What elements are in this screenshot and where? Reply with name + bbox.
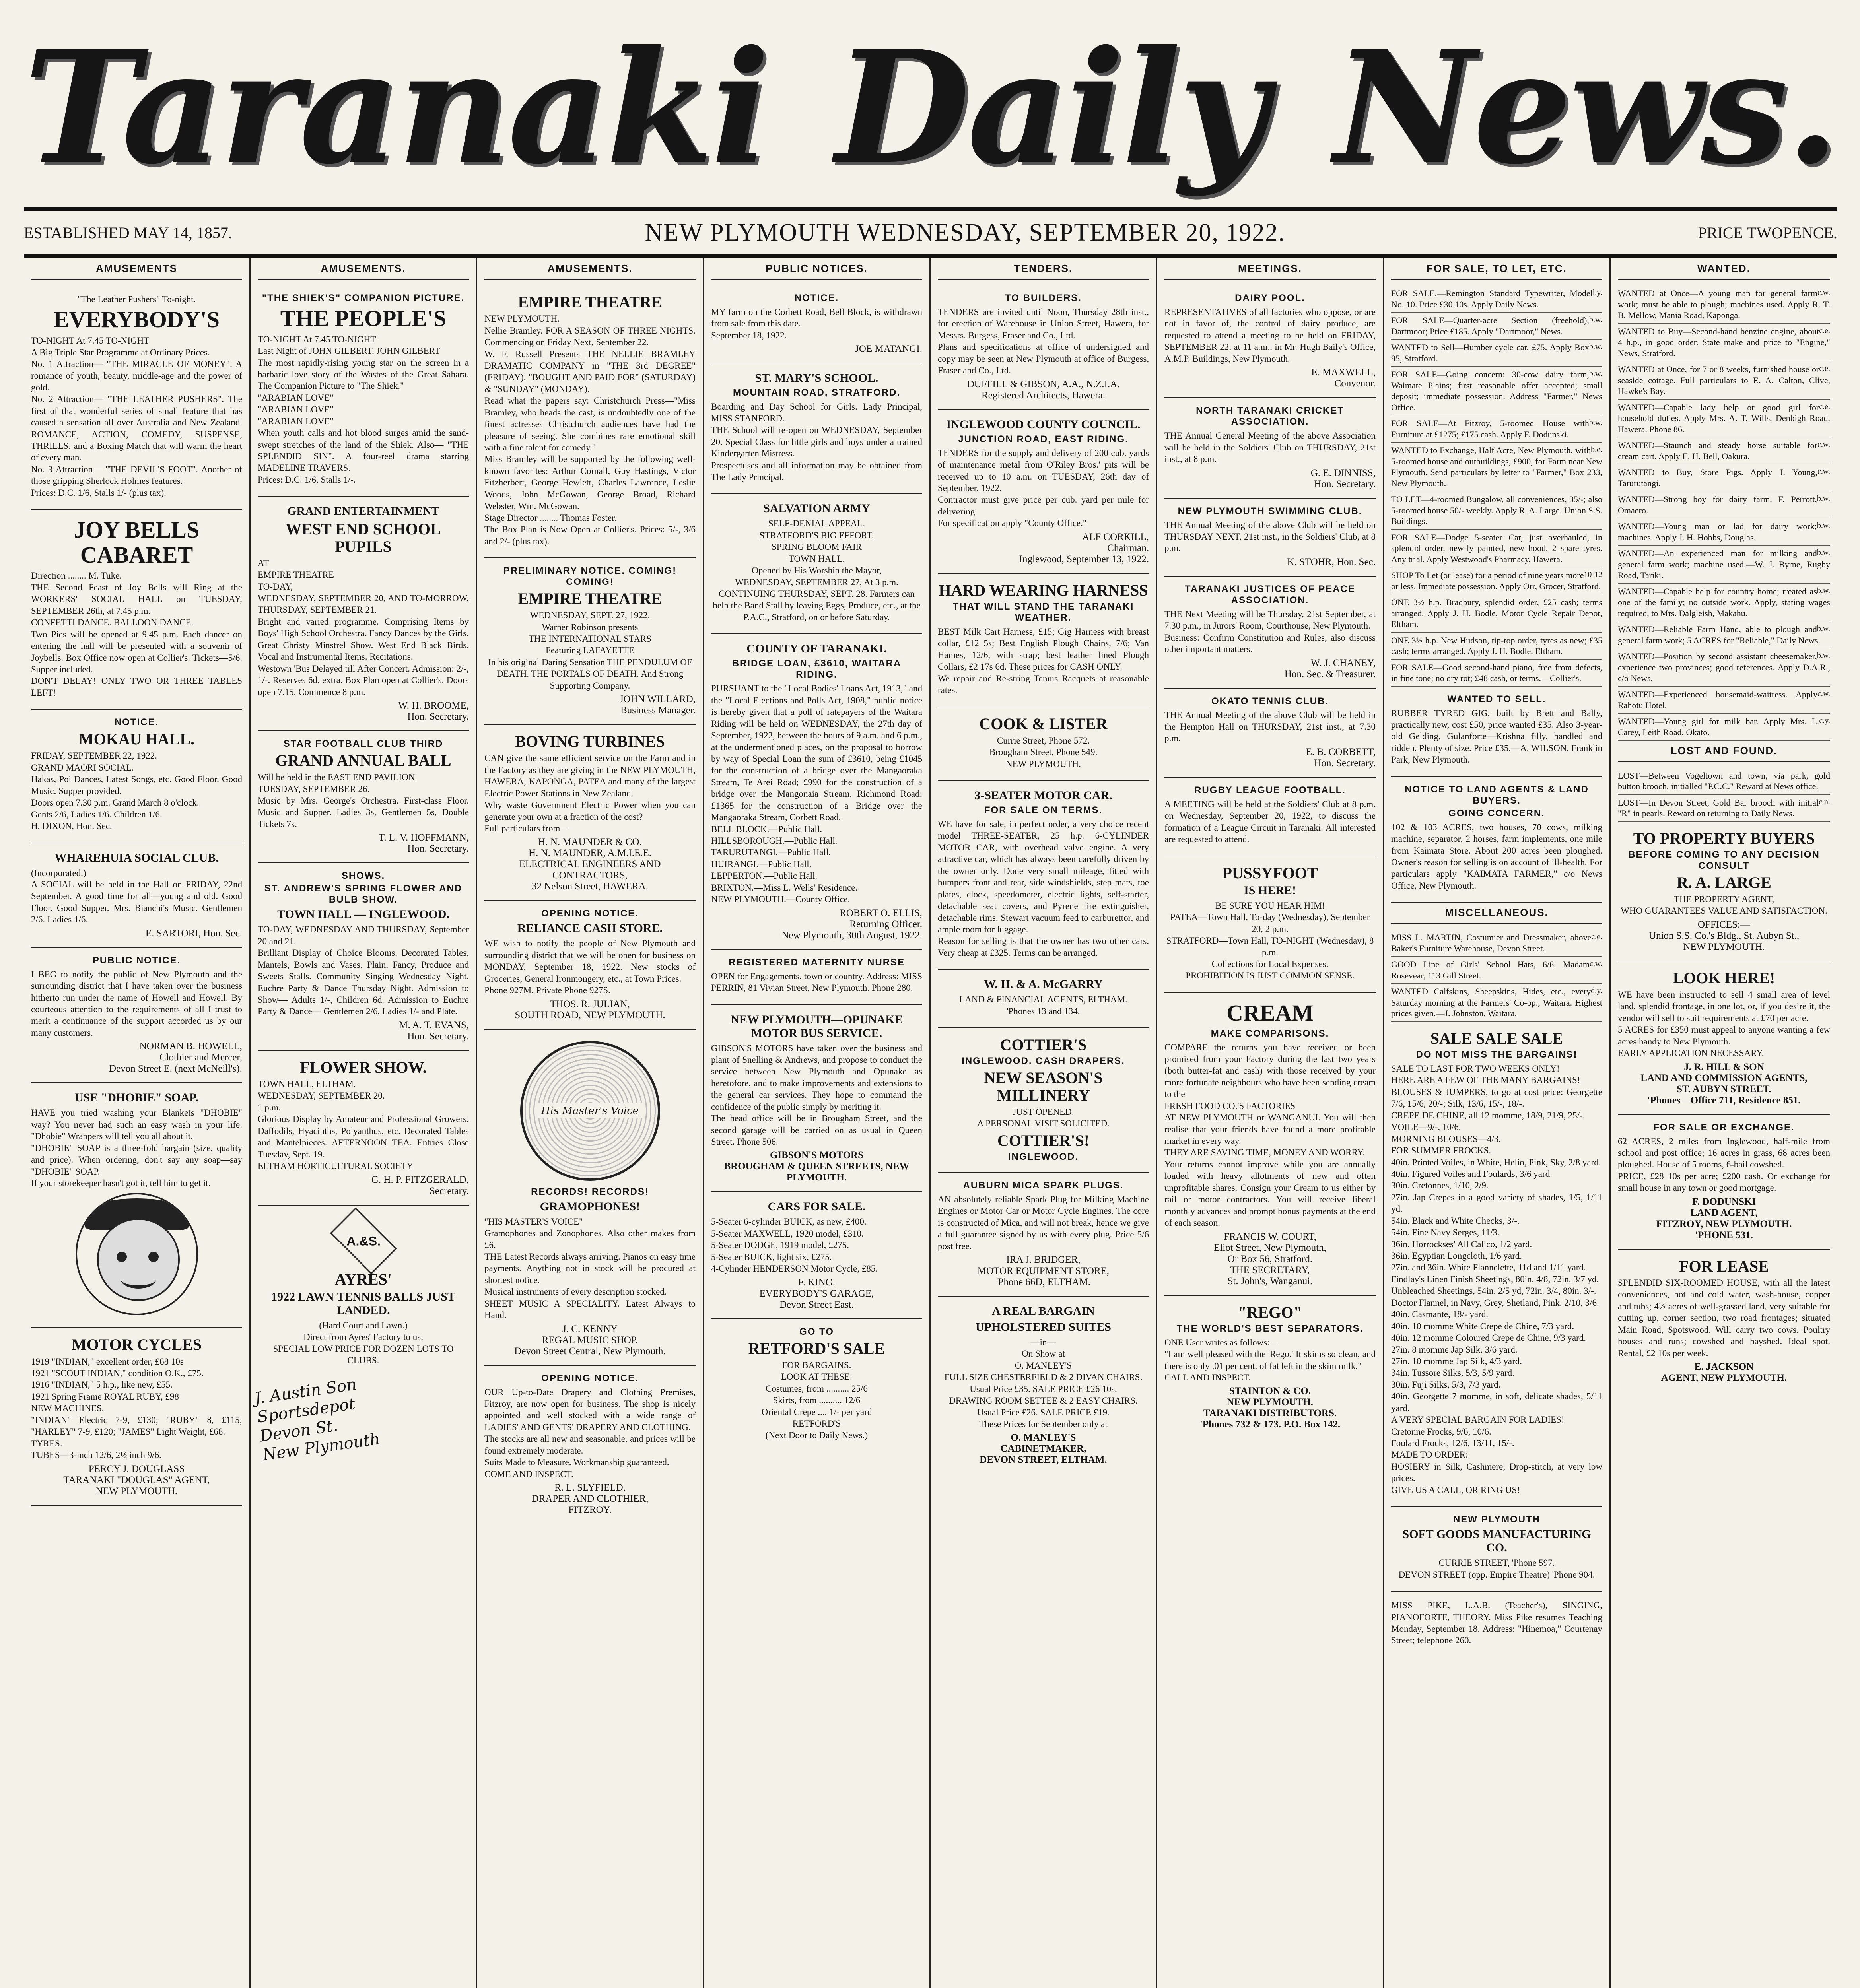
ad-title: RUGBY LEAGUE FOOTBALL. [1194, 784, 1346, 796]
ad-sale-sale-sale [1391, 1022, 1602, 1507]
column-amusements-3 [477, 258, 704, 1988]
ad-st-marys-school [711, 363, 922, 494]
ad-salvation-army [711, 494, 922, 634]
ad-title: TARANAKI JUSTICES OF PEACE ASSOCIATION. [1185, 583, 1355, 606]
ad-title-millinery: NEW SEASON'S MILLINERY [984, 1069, 1103, 1104]
ad-title: CARS FOR SALE. [768, 1200, 866, 1213]
ad-body: A MEETING will be held at the Soldiers' Club at 8 p.m. on Wednesday, September 20, 1922, to discuss the formation of a League Circuit in Taranaki. All interested are requested to attend. [1164, 799, 1376, 845]
list-item: b.w. WANTED—Capable help for country home; treated as one of the family; no outside work. Apply, stating wages required, to Mrs. Dalgleish, Makahu. [1618, 584, 1830, 622]
ad-body: BEST Milk Cart Harness, £15; Gig Harness with breast collar, £12 5s; Best English Plough Chains, 7/6; Van Hames, 12/6, with strap; best leather lined Plough Collars, £2 17s 6d. These prices for CASH ONLY. We repair and Re-string Tennis Racquets at reasonable rates. [938, 626, 1149, 695]
classified-list-wanted [1618, 285, 1830, 741]
issue-date: NEW PLYMOUTH WEDNESDAY, SEPTEMBER 20, 1922. [645, 219, 1285, 246]
column-amusements-1 [24, 258, 251, 1988]
ad-title: EVERYBODY'S [54, 307, 220, 333]
ad-signature: DUFFILL & GIBSON, A.A., N.Z.I.A. Registered Architects, Hawera. [967, 379, 1120, 401]
eye-icon [148, 1252, 159, 1262]
ad-subtitle: THE WORLD'S BEST SEPARATORS. [1176, 1323, 1364, 1334]
ad-signature: E. B. CORBETT, Hon. Secretary. [1306, 746, 1376, 769]
ad-empire-international-stars [484, 558, 696, 725]
ad-body: SELF-DENIAL APPEAL. STRATFORD'S BIG EFFORT. SPRING BLOOM FAIR TOWN HALL. Opened by His Worship the Mayor, WEDNESDAY, SEPTEMBER 27, At 3 p.m. CONTINUING THURSDAY, SEPT. 28. Farmers can help the Band Stall by leaving Eggs, Produce, etc., at the P.A.C., Stratford, on or before Saturday. [713, 518, 921, 622]
ad-title: EMPIRE THEATRE [518, 293, 662, 311]
classified-list-lost-found [1618, 768, 1830, 822]
handwritten-signature: J. Austin Son Sportsdepot Devon St. New Plymouth [253, 1375, 381, 1465]
ad-subtitle: DO NOT MISS THE BARGAINS! [1416, 1049, 1578, 1060]
ad-title: TOWN HALL — INGLEWOOD. [277, 908, 449, 921]
ad-cars-for-sale [711, 1192, 922, 1319]
ad-body: TOWN HALL, ELTHAM. WEDNESDAY, SEPTEMBER 20. 1 p.m. Glorious Display by Amateur and Professional Growers. Daffodils, Hyacinths, Polyanthus, etc. Decorated Tables and Mantelpieces. AFTERNOON TEA. Entries Close Tuesday, Sept. 19. ELTHAM HORTICULTURAL SOCIETY [258, 1079, 469, 1171]
ad-mokau-hall [31, 710, 242, 843]
ad-title: INGLEWOOD COUNTY COUNCIL. [946, 417, 1141, 431]
ad-title: W. H. & A. McGARRY [984, 978, 1103, 991]
ad-sale-or-exchange [1618, 1115, 1830, 1250]
ad-signature: W. H. BROOME, Hon. Secretary. [398, 700, 469, 722]
ad-body: 62 ACRES, 2 miles from Inglewood, half-mile from school and post office; 16 acres in grass, 68 acres been ploughed. House of 5 rooms, 6-bail cowshed. PRICE, £28 10s per acre; £200 cash. Or exchange for small house in any town or good mortgage. [1618, 1136, 1830, 1193]
ad-body: THE Annual Meeting of the above Club will be held on THURSDAY NEXT, 21st inst., in the Soldiers' Club, at 8 p.m. [1164, 520, 1376, 553]
classified-list-miscellaneous [1391, 930, 1602, 1022]
ad-body: COMPARE the returns you have received or been promised from your Factory during the last two years (both butter-fat and cash) with those received by your more fortunate neighbours who have been sending cream to the FRESH FOOD CO.'S FACTORIES AT NEW PLYMOUTH or WANGANUI. You will then realise that your friends have found a more profitable market in every way. THEY ARE SAVING TIME, MONEY AND WORRY. Your returns cannot improve while you are annually loaded with heavy allotments of new and often unprofitable shares. Consign your Cream to us either by rail or motor contractors. You will receive liberal monthly advances and prompt bonus payments at the end of each season. [1164, 1042, 1376, 1228]
list-item: b.e. WANTED to Exchange, Half Acre, New Plymouth, with 5-roomed house and outbuildings, £900, for Farm near New Plymouth. Send particulars by letter to "Farmer," Box 233, New Plymouth. [1391, 443, 1602, 491]
ad-subtitle: JUNCTION ROAD, EAST RIDING. [958, 433, 1129, 445]
ad-body: Direction ........ M. Tuke. THE Second Feast of Joy Bells will Ring at the WORKERS' SOCIAL HALL on TUESDAY, SEPTEMBER 26th, at 7.45 p.m. CONFETTI DANCE. BALLOON DANCE. Two Pies will be opened at 9.45 p.m. Each dancer on entering the hall will be presented with a souvenir of Joybells. Box Office now open at Collier's. Tickets—5/6. Supper included. DON'T DELAY! ONLY TWO OR THREE TABLES LEFT! [31, 571, 242, 698]
ad-title: NEW PLYMOUTH—OPUNAKE MOTOR BUS SERVICE. [731, 1013, 903, 1040]
ad-title: RELIANCE CASH STORE. [517, 922, 663, 935]
ad-body: WE have been instructed to sell 4 small area of level land, splendid frontage, in one lot, or, if you desire it, the vendor will sell to suit requirements at £70 per acre. 5 ACRES for £350 must appeal to anyone wanting a few acres handy to New Plymouth. EARLY APPLICATION NECESSARY. [1618, 989, 1830, 1058]
ad-inglewood-council [938, 410, 1149, 574]
ad-body: AT EMPIRE THEATRE TO-DAY, WEDNESDAY, SEPTEMBER 20, AND TO-MORROW, THURSDAY, SEPTEMBER 21. Bright and varied programme. Comprising Items by Boys' High School Orchestra. Fancy Dances by the Girls. Great Christy Minstrel Show. West End Black Birds. Vocal and Instrumental Items. Recitations. Westown 'Bus Delayed till After Concert. Admission: 2/-, 1/-. Reserves 6d. extra. Box Plan open at Collier's. Doors open 7.15. Commence 8 p.m. [258, 558, 469, 697]
ad-title: GRAND ENTERTAINMENT [287, 505, 439, 518]
list-item: b.w. WANTED—An experienced man for milking and general farm work; machine used.—W. J. Byrne, Rugby Road, Tariki. [1618, 546, 1830, 584]
ad-subtitle: IS HERE! [1244, 883, 1296, 897]
ad-cream-fresh-food [1164, 993, 1376, 1296]
list-item: b.w. FOR SALE—Going concern: 30-cow dairy farm, Waimate Plains; first reasonable offer accepted; small deposit; immediate possession. Address "Farmer," News Office. [1391, 367, 1602, 415]
ad-title: MOKAU HALL. [78, 730, 195, 748]
ad-body: THE Annual Meeting of the above Club will be held in the Hempton Hall on THURSDAY, 21st inst., at 7.30 p.m. [1164, 710, 1376, 744]
ad-body: RUBBER TYRED GIG, built by Brett and Bally, practically new, cost £50, price wanted £35. Also 3-year-old Gelding, Gulanforte—Krishna filly, handled and ridden. Plenty of size. Price £35.—A. WILSON, Franklin Park, New Plymouth. [1391, 708, 1602, 765]
ad-body: MISS PIKE, L.A.B. (Teacher's), SINGING, PIANOFORTE, THEORY. Miss Pike resumes Teaching Monday, September 18. Address: "Hinemoa," Courtenay Street; telephone 260. [1391, 1600, 1602, 1646]
ad-body: PURSUANT to the "Local Bodies' Loans Act, 1913," and the "Local Elections and Polls Act, 1908," public notice is hereby given that a poll of ratepayers of the Waitara Riding will be held on WEDNESDAY, the 27th day of September, 1922, between the hours of 9 a.m. and 6 p.m., at the undermentioned places, on the proposal to borrow by way of Special Loan the sum of £3610, being £1045 for the construction of a bridge over the Mangaoraka Stream, Te Arei Road; £990 for the construction of a bridge over the Mangonaia Stream, Richmond Road; £1365 for the construction of a Bridge over the Mangaoraka Stream, Corbett Road. BELL BLOCK.—Public Hall. HILLSBOROUGH.—Public Hall. TARURUTANGI.—Public Hall. HUIRANGI.—Public Hall. LEPPERTON.—Public Hall. BRIXTON.—Miss L. Wells' Residence. NEW PLYMOUTH.—County Office. [711, 683, 923, 905]
column-heading: TENDERS. [938, 258, 1149, 280]
ad-top-line: RECORDS! RECORDS! [531, 1186, 649, 1197]
list-item: c.e. WANTED at Once, for 7 or 8 weeks, furnished house or seaside cottage. Full particulars to E. A. Calton, Clive, Hawke's Bay. [1618, 361, 1830, 400]
ad-signature: THOS. R. JULIAN, SOUTH ROAD, NEW PLYMOUTH. [515, 998, 665, 1021]
ad-okato-tennis [1164, 689, 1376, 778]
ad-motor-cycles [31, 1328, 242, 1505]
ad-signature: E. SARTORI, Hon. Sec. [145, 928, 242, 939]
column-heading: PUBLIC NOTICES. [711, 258, 922, 280]
ad-agent-name: R. A. LARGE [1677, 873, 1771, 891]
ad-title: LOOK HERE! [1673, 969, 1775, 987]
ad-body: ONE User writes as follows:— "I am well pleased with the 'Rego.' It skims so clean, and there is only .01 per cent. of fat left in the skim milk." CALL AND INSPECT. [1164, 1337, 1376, 1382]
ad-body: THE Next Meeting will be Thursday, 21st September, at 7.30 p.m., in Jurors' Room, Courthouse, New Plymouth. Business: Confirm Constitution and Rules, also discuss other important matters. [1164, 609, 1376, 654]
column-for-sale [1384, 258, 1611, 1988]
ad-title: RETFORD'S SALE [748, 1339, 885, 1357]
list-item: FOR SALE—Dodge 5-seater Car, just overhauled, in splendid order, new-ly painted, new hood, 2 spare tyres. Any trial. Apply Westwood's Pharmacy, Hawera. [1391, 530, 1602, 568]
masthead-word-2: Daily [835, 16, 1267, 198]
ad-kenny-gramophones [484, 1030, 696, 1366]
ad-top-line: GO TO [799, 1326, 834, 1337]
ad-title: FOR LEASE [1679, 1257, 1769, 1275]
ad-ayres-tennis-balls [253, 1206, 469, 1467]
ad-subtitle: UPHOLSTERED SUITES [976, 1320, 1111, 1334]
ad-body: TO-NIGHT At 7.45 TO-NIGHT Last Night of JOHN GILBERT, JOHN GILBERT The most rapidly-rising young star on the screen in a barbaric love story of the Wastes of the Great Sahara. The Companion Picture to "The Shiek." "ARABIAN LOVE" "ARABIAN LOVE" "ARABIAN LOVE" When youth calls and hot blood surges amid the sand-swept stretches of the land of the Shiek. Also— "THE SPLENDID SIN". A four-reel drama starring MADELINE TRAVERS. Prices: D.C. 1/6, Stalls 1/-. [258, 334, 469, 485]
ad-signature: JOE MATANGI. [855, 344, 922, 355]
list-item: TO LET—4-roomed Bungalow, all conveniences, 35/-; also 5-roomed house 50/- weekly. Apply R. A. Large, Union S.S. Buildings. [1391, 491, 1602, 530]
ad-body: SALE TO LAST FOR TWO WEEKS ONLY! HERE ARE A FEW OF THE MANY BARGAINS! BLOUSES & JUMPERS, to go at cost price: Georgette 7/6, 15/6, 20/-; Silk, 13/6, 15/-, 18/-. CREPE DE CHINE, all 12 momme, 18/9, 21/9, 25/-. VOILE—9/-, 10/6. MORNING BLOUSES—4/3. FOR SUMMER FROCKS. 40in. Printed Voiles, in White, Helio, Pink, Sky, 2/8 yard. 40in. Figured Voiles and Foulards, 3/6 yard. 30in. Cretonnes, 1/10, 2/9. 27in. Jap Crepes in a good variety of shades, 1/5, 1/11 yd. 54in. Black and White Checks, 3/-. 54in. Fine Navy Serges, 11/3. 36in. Horrockses' All Calico, 1/2 yard. 36in. Egyptian Longcloth, 1/6 yard. 27in. and 36in. White Flannelette, 11d and 1/11 yard. Findlay's Linen Finish Sheetings, 80in. 4/8, 72in. 3/7 yd. Unbleached Sheetings, 54in. 2/5 yd, 72in. 3/4, 80in. 3/-. Doctor Flannel, in Navy, Grey, Shetland, Pink, 2/10, 3/6. 40in. Casmante, 18/- yard. 40in. 10 momme White Crepe de Chine, 7/3 yard. 40in. 12 momme Coloured Crepe de Chine, 9/3 yard. 27in. 8 momme Jap Silk, 3/6 yard. 27in. 10 momme Jap Silk, 4/3 yard. 34in. Tussore Silks, 5/3, 5/9 yard. 30in. Fuji Silks, 5/3, 7/3 yard. 40in. Georgette 7 momme, in soft, delicate shades, 5/11 yard. A VERY SPECIAL BARGAIN FOR LADIES! Cretonne Frocks, 9/6, 10/6. Foulard Frocks, 12/6, 13/11, 15/-. MADE TO ORDER: HOSIERY in Silk, Cashmere, Drop-stitch, at very low prices. GIVE US A CALL, OR RING US! [1391, 1064, 1602, 1495]
ad-signature: G. E. DINNISS, Hon. Secretary. [1310, 467, 1376, 489]
ad-signature: R. L. SLYFIELD, DRAPER AND CLOTHIER, FITZROY. [531, 1482, 649, 1516]
ad-title: BOVING TURBINES [515, 732, 665, 751]
column-wanted [1611, 258, 1837, 1988]
ad-signature: OFFICES:— Union S.S. Co.'s Bldg., St. Aubyn St., NEW PLYMOUTH. [1648, 919, 1800, 952]
ad-subtitle: MOUNTAIN ROAD, STRATFORD. [733, 387, 901, 398]
ad-body: FRIDAY, SEPTEMBER 22, 1922. GRAND MAORI SOCIAL. Hakas, Poi Dances, Latest Songs, etc. Good Floor. Good Music. Supper provided. Doors open 7.30 p.m. Grand March 8 o'clock. Gents 2/6, Ladies 1/6. Children 1/6. H. DIXON, Hon. Sec. [31, 751, 242, 831]
established-date: ESTABLISHED MAY 14, 1857. [24, 223, 232, 242]
ad-title: HARD WEARING HARNESS [939, 581, 1148, 599]
ad-subtitle: BRIDGE LOAN, £3610, WAITARA RIDING. [732, 658, 902, 680]
list-item: b.w. WANTED—Young man or lad for dairy work; machines. Apply J. H. Hobbs, Douglas. [1618, 518, 1830, 546]
column-heading: AMUSEMENTS. [484, 258, 696, 280]
list-item: b.w. FOR SALE—At Fitzroy, 5-roomed House with Furniture at £1275; £175 cash. Apply F. Dodunski. [1391, 415, 1602, 443]
list-item: b.w. WANTED to Sell—Humber cycle car. £75. Apply Box 95, Stratford. [1391, 340, 1602, 367]
ad-manley-suites [938, 1297, 1149, 1474]
list-item: c.e. MISS L. MARTIN, Costumier and Dressmaker, above Baker's Furniture Warehouse, Devon Street. [1391, 930, 1602, 957]
ad-subtitle: INGLEWOOD. [1008, 1151, 1079, 1162]
ad-opunake-bus [711, 1005, 922, 1192]
ad-heading: OPENING NOTICE. [541, 908, 639, 919]
list-item: d.y. WANTED Calfskins, Sheepskins, Hides, etc., every Saturday morning at the Farmers' Co-op., Waitara. Highest prices given.—J. Johnston, Waitara. [1391, 984, 1602, 1022]
ad-heading: NOTICE. [114, 717, 159, 728]
section-heading-lost-found: LOST AND FOUND. [1618, 741, 1830, 762]
ad-signature: G. H. P. FITZGERALD, Secretary. [371, 1174, 469, 1196]
ad-title: "REGO" [1238, 1303, 1302, 1321]
section-heading-miscellaneous: MISCELLANEOUS. [1391, 903, 1602, 924]
ad-body: HAVE you tried washing your Blankets "DHOBIE" way? You never had such an easy wash in your life. "Dhobie" Wrappers will tell you all about it. "DHOBIE" SOAP is a three-fold bargain (size, quality and price). When ordering, don't say any soap—say "DHOBIE" SOAP. If your storekeeper hasn't got it, tell him to get it. [31, 1108, 242, 1188]
ad-body: BE SURE YOU HEAR HIM! PATEA—Town Hall, To-day (Wednesday), September 20, 2 p.m. STRATFORD—Town Hall, TO-NIGHT (Wednesday), 8 p.m. Collections for Local Expenses. PROHIBITION IS JUST COMMON SENSE. [1166, 900, 1374, 981]
ad-title: WANTED TO SELL. [1447, 693, 1546, 705]
ad-top-line: ST. ANDREW'S SPRING FLOWER AND BULB SHOW. [264, 883, 463, 905]
ad-subtitle: MAKE COMPARISONS. [1211, 1028, 1329, 1039]
column-tenders [931, 258, 1157, 1988]
ad-body: CAN give the same efficient service on the Farm and in the Factory as they are giving in the NEW PLYMOUTH, HAWERA, KAPONGA, PATEA and many of the largest Electric Power Stations in New Zealand. Why waste Government Electric Power when you can generate your own at a fraction of the cost? Full particulars from— [484, 753, 696, 833]
ad-heading: TO BUILDERS. [1005, 293, 1082, 303]
ad-title: COOK & LISTER [979, 714, 1108, 733]
ad-swimming-club [1164, 499, 1376, 577]
ad-maternity-nurse [711, 950, 922, 1005]
list-item: l.y. FOR SALE.—Remington Standard Typewriter, Model No. 10. Price £30 10s. Apply Daily News. [1391, 285, 1602, 313]
ad-body: Currie Street, Phone 572. Brougham Street, Phone 549. NEW PLYMOUTH. [989, 735, 1098, 769]
ad-body: OUR Up-to-Date Drapery and Clothing Premises, Fitzroy, are now open for business. The shop is nicely appointed and well stocked with a wide range of LADIES' AND GENTS' DRAPERY AND CLOTHING. The stocks are all new and seasonable, and prices will be found extremely moderate. Suits Made to Measure. Workmanship guaranteed. COME AND INSPECT. [484, 1387, 696, 1479]
ad-title: NEW PLYMOUTH SWIMMING CLUB. [1178, 505, 1362, 516]
ad-everybodys [31, 285, 242, 510]
ad-title: A REAL BARGAIN [992, 1304, 1095, 1318]
ad-signature: W. J. CHANEY, Hon. Sec. & Treasurer. [1284, 657, 1376, 679]
ad-look-here [1618, 961, 1830, 1115]
ad-miss-pike [1391, 1592, 1602, 1657]
ad-title: COTTIER'S [1000, 1036, 1087, 1054]
ad-top-line: STAR FOOTBALL CLUB THIRD [283, 738, 443, 749]
ad-signature: FRANCIS W. COURT, Eliot Street, New Plymouth, Or Box 56, Stratford. THE SECRETARY, St. John's, Wanganui. [1214, 1231, 1326, 1287]
ad-justices-of-peace [1164, 577, 1376, 689]
ad-title: GRAND ANNUAL BALL [275, 751, 451, 769]
ad-title: TO PROPERTY BUYERS [1633, 829, 1815, 847]
list-item: b.w. FOR SALE—Quarter-acre Section (freehold), Dartmoor; Price £185. Apply "Dartmoor," News. [1391, 313, 1602, 340]
ad-body: (Hard Court and Lawn.) Direct from Ayres' Factory to us. SPECIAL LOW PRICE FOR DOZEN LOTS TO CLUBS. [273, 1320, 454, 1365]
ad-title: REGISTERED MATERNITY NURSE [728, 957, 905, 968]
ad-subtitle: 1922 LAWN TENNIS BALLS JUST LANDED. [271, 1290, 455, 1317]
ad-subtitle: GOING CONCERN. [1448, 808, 1545, 819]
ad-signature: H. N. MAUNDER & CO. H. N. MAUNDER, A.M.I.E.E. ELECTRICAL ENGINEERS AND CONTRACTORS, 32 Nelson Street, HAWERA. [519, 837, 661, 892]
ad-title: WHAREHUIA SOCIAL CLUB. [54, 851, 219, 864]
price: PRICE TWOPENCE. [1698, 223, 1837, 242]
ad-hard-wearing-harness [938, 574, 1149, 707]
ad-signature: T. L. V. HOFFMANN, Hon. Secretary. [378, 832, 469, 854]
ad-signature: F. DODUNSKI LAND AGENT, FITZROY, NEW PLYMOUTH. 'PHONE 531. [1656, 1196, 1792, 1241]
ad-mcgarry [938, 970, 1149, 1028]
ad-title: COUNTY OF TARANAKI. [746, 642, 887, 656]
ad-body: TENDERS are invited until Noon, Thursday 28th inst., for erection of Warehouse in Union Street, Hawera, for Messrs. Burgess, Fraser and Co., Ltd. Plans and specifications at office of undersigned and copy may be seen at New Plymouth at office of Burgess, Fraser and Co., Ltd. [938, 307, 1149, 376]
ad-body: WEDNESDAY, SEPT. 27, 1922. Warner Robinson presents THE INTERNATIONAL STARS Featuring LAFAYETTE In his original Daring Sensation THE PENDULUM OF DEATH. THE PORTALS OF DEATH. And Strong Supporting Company. [488, 610, 692, 691]
ad-title: FLOWER SHOW. [300, 1058, 427, 1076]
ad-signature: E. JACKSON AGENT, NEW PLYMOUTH. [1661, 1361, 1787, 1383]
ad-top-line: PRELIMINARY NOTICE. COMING! COMING! [503, 565, 677, 587]
ad-body: OPEN for Engagements, town or country. Address: MISS PERRIN, 81 Vivian Street, New Plymouth. Phone 280. [711, 971, 922, 993]
list-item: LOST—Between Vogeltown and town, via park, gold button brooch, initialled "P.C.C." Reward at News office. [1618, 768, 1830, 795]
ad-title: THE PEOPLE'S [280, 305, 447, 331]
ad-body: NEW PLYMOUTH. Nellie Bramley. FOR A SEASON OF THREE NIGHTS. Commencing on Friday Next, September 22. W. F. Russell Presents THE NELLIE BRAMLEY DRAMATIC COMPANY in "THE 3rd DEGREE" (FRIDAY). "BOUGHT AND PAID FOR" (SATURDAY) & "SUNDAY" (MONDAY). Read what the papers say: Christchurch Press—"Miss Bramley, who heads the cast, is undoubtedly one of the finest actresses Christchurch audiences have had the pleasure of seeing. She combines rare emotional skill with a fine talent for comedy." Miss Bramley will be supported by the following well-known favorites: Arthur Cornall, Guy Hastings, Victor Fitzherbert, George Hewlett, Charles Lawrence, Leslie Woods, John McGowan, George Broad, Richard Webster, Wm. McGowan. Stage Director ........ Thomas Foster. The Box Plan is Now Open at Collier's. Prices: 5/-, 3/6 and 2/- (plus tax). [484, 314, 696, 546]
ad-title: NOTICE TO LAND AGENTS & LAND BUYERS. [1405, 784, 1589, 806]
ad-heading: SHOWS. [341, 870, 385, 881]
ad-title: AYRES' [334, 1270, 392, 1288]
ad-title-cottiers: COTTIER'S! [997, 1131, 1090, 1149]
ad-3-seater-motor-car [938, 781, 1149, 970]
ad-body: CURRIE STREET, 'Phone 597. DEVON STREET (opp. Empire Theatre) 'Phone 904. [1398, 1558, 1595, 1580]
list-item: 10-12 SHOP To Let (or lease) for a period of nine years more or less. Immediate possession. Apply Orr, Grocer, Stratford. [1391, 567, 1602, 594]
ad-signature: GIBSON'S MOTORS BROUGHAM & QUEEN STREETS, NEW PLYMOUTH. [724, 1150, 910, 1183]
ad-title: GRAMOPHONES! [540, 1200, 640, 1213]
ad-auburn-spark-plugs [938, 1173, 1149, 1297]
ad-heading: PUBLIC NOTICE. [92, 955, 181, 966]
column-heading: AMUSEMENTS [31, 258, 242, 280]
ad-body: THE Annual General Meeting of the above Association will be held in the Soldiers' Club on THURSDAY, 21st inst., at 8 p.m. [1164, 431, 1376, 464]
ad-reliance-cash-store [484, 901, 696, 1029]
ad-title: SOFT GOODS MANUFACTURING CO. [1402, 1528, 1591, 1555]
ad-signature: IRA J. BRIDGER, MOTOR EQUIPMENT STORE, 'Phone 66D, ELTHAM. [977, 1254, 1110, 1287]
dhobie-man-illustration [76, 1193, 198, 1315]
ad-body: WE have for sale, in perfect order, a very choice recent model THREE-SEATER, 25 h.p. 6-CYLINDER MOTOR CAR, with overhead valve engine. A very attractive car, which has always been carefully driven by the owner only. Done very small mileage, fitted with bumpers front and rear, side windshields, step mats, toe plates, clock, speedometer, electric lights, self-starter, detachable seat covers, and Pyrene fire extinguisher, detachable rims, Stewart vacuum feed to carburettor, and ample room for luggage. Reason for selling is that the owner has two other cars. Very cheap at £325. Terms can be arranged. [938, 819, 1149, 958]
ad-title: PUSSYFOOT [1222, 864, 1318, 882]
ad-notice-land-agents [1391, 777, 1602, 903]
ad-signature: F. KING. EVERYBODY'S GARAGE, Devon Street East. [759, 1277, 874, 1310]
ad-subtitle: WEST END SCHOOL PUPILS [286, 520, 441, 555]
dateline [24, 211, 1837, 258]
ad-subtitle: THAT WILL STAND THE TARANAKI WEATHER. [952, 601, 1134, 623]
ad-to-builders [938, 285, 1149, 410]
ad-title: ST. MARY'S SCHOOL. [755, 371, 878, 385]
ad-dairy-pool [1164, 285, 1376, 398]
ad-body: WE wish to notify the people of New Plymouth and surrounding district that we will be open for business on MONDAY, September 18, 1922. New stocks of Groceries, General Ironmongery, etc., at Town Prices. Phone 927M. Private Phone 927S. [484, 938, 696, 996]
ad-title: DAIRY POOL. [1235, 293, 1305, 303]
ad-slyfield-opening [484, 1366, 696, 1524]
as-logo-icon: A.&S. [330, 1207, 396, 1274]
ad-for-lease [1618, 1250, 1830, 1392]
ad-cricket-association [1164, 398, 1376, 498]
ad-body: JUST OPENED. A PERSONAL VISIT SOLICITED. [977, 1107, 1110, 1129]
ad-rugby-league [1164, 778, 1376, 856]
ad-signature: ALF CORKILL, Chairman. Inglewood, September 13, 1922. [1019, 531, 1149, 565]
list-item: c.n. LOST—In Devon Street, Gold Bar brooch with initial "R" in pearls. Reward on returning to Daily News. [1618, 795, 1830, 822]
ad-boving-turbines [484, 725, 696, 901]
ad-wharehuia [31, 843, 242, 948]
ad-body: MY farm on the Corbett Road, Bell Block, is withdrawn from sale from this date. September 18, 1922. [711, 307, 922, 340]
column-heading: AMUSEMENTS. [258, 258, 469, 280]
ad-wanted-to-sell [1391, 687, 1602, 777]
ad-title: MOTOR CYCLES [71, 1336, 202, 1354]
column-public-notices [704, 258, 931, 1988]
ad-signature: PERCY J. DOUGLASS TARANAKI "DOUGLAS" AGENT, NEW PLYMOUTH. [63, 1463, 210, 1497]
ad-property-buyers [1618, 822, 1830, 961]
ad-body-2: THE PROPERTY AGENT, WHO GUARANTEES VALUE AND SATISFACTION. [1621, 894, 1827, 916]
ad-county-of-taranaki [711, 634, 922, 949]
ad-body: 5-Seater 6-cylinder BUICK, as new, £400. 5-Seater MAXWELL, 1920 model, £310. 5-Seater DODGE, 1919 model, £275. 5-Seater BUICK, light six, £275. 4-Cylinder HENDERSON Motor Cycle, £85. [711, 1217, 878, 1274]
list-item: c.e. WANTED to Buy—Second-hand benzine engine, about 4 h.p., in good order. State make and price to "Engine," News, Stratford. [1618, 324, 1830, 362]
ad-cottiers-millinery [938, 1028, 1149, 1173]
ad-signature: NORMAN B. HOWELL, Clothier and Mercer, Devon Street E. (next McNeill's). [109, 1041, 242, 1074]
smile-icon [121, 1270, 156, 1289]
list-item: c.e. WANTED—Capable lady help or good girl for household duties. Apply Mrs. A. T. Wills, Denbigh Road, Hawera. Phone 86. [1618, 400, 1830, 438]
ad-title: NORTH TARANAKI CRICKET ASSOCIATION. [1196, 405, 1344, 427]
list-item: c.w. WANTED—Staunch and steady horse suitable for cream cart. Apply E. H. Bell, Oakura. [1618, 437, 1830, 464]
column-heading: MEETINGS. [1164, 258, 1376, 280]
list-item: b.w. WANTED—Reliable Farm Hand, able to plough and general farm work; 5 ACRES for "Reliable," Daily News. [1618, 621, 1830, 648]
masthead-word-1: Taranaki [24, 16, 768, 198]
ad-heading: NOTICE. [794, 293, 839, 303]
list-item: c.y. WANTED—Young girl for milk bar. Apply Mrs. L. Carey, Leith Road, Okato. [1618, 714, 1830, 741]
ad-body: I BEG to notify the public of New Plymouth and the surrounding district that I have taken over the business hitherto run under the name of Howell and Howell. By courteous attention to the requirements of all I trust to merit a continuance of the support accorded us by our many customers. [31, 969, 242, 1038]
ad-subtitle: FOR SALE ON TERMS. [984, 805, 1103, 815]
list-item: c.w. WANTED—Experienced housemaid-waitress. Apply Rahotu Hotel. [1618, 687, 1830, 714]
ad-signature: K. STOHR, Hon. Sec. [1287, 556, 1376, 567]
list-item: ONE 3½ h.p. New Hudson, tip-top order, tyres as new; £35 cash; terms arranged. Apply J. H. Bodle, Eltham. [1391, 633, 1602, 660]
list-item: b.w. WANTED—Strong boy for dairy farm. F. Perrott, Omaero. [1618, 491, 1830, 518]
ad-body: FOR BARGAINS. LOOK AT THESE: Costumes, from .......... 25/6 Skirts, from .......... 12/6 Oriental Crepe .... 1/- per yard RETFORD'S (Next Door to Daily News.) [761, 1360, 872, 1441]
ad-title: JOY BELLS CABARET [74, 517, 200, 568]
ad-body: TO-DAY, WEDNESDAY AND THURSDAY, September 20 and 21. Brilliant Display of Choice Blooms, Decorated Tables, Mantels, Bowls and Vases. Plain, Fancy, Produce and Sweets Stalls. Community Singing Wednesday Night. Euchre Party & Dance Thursday Night. Admission to Show— Adults 1/-, Children 6d. Admission to Euchre Party & Dance— Gentlemen 2/6, Ladies 1/- and Plate. [258, 924, 469, 1017]
classified-list-for-sale [1391, 285, 1602, 687]
ad-top-line: NEW PLYMOUTH [1453, 1514, 1541, 1525]
his-masters-voice-logo-icon: His Master's Voice [520, 1041, 660, 1181]
ad-eltham-flower-show [258, 1051, 469, 1206]
ad-retfords-sale [711, 1319, 922, 1452]
column-amusements-2 [251, 258, 477, 1988]
ad-signature: E. MAXWELL, Convenor. [1311, 367, 1376, 389]
ad-title: OKATO TENNIS CLUB. [1211, 695, 1329, 707]
ad-title: 3-SEATER MOTOR CAR. [974, 789, 1112, 802]
ad-dhobie-soap [31, 1083, 242, 1328]
column-meetings [1157, 258, 1384, 1988]
ad-top-line: "THE SHIEK'S" COMPANION PICTURE. [262, 293, 465, 303]
ad-rego-separators [1164, 1296, 1376, 1439]
newspaper-columns [24, 258, 1837, 1988]
ad-body: 102 & 103 ACRES, two houses, 70 cows, milking machine, separator, 2 horses, farm implements, one mile from Kaimata Store. About 200 acres been ploughed. Owner's reason for selling is on account of ill-health. For particulars apply "KAIMATA FARMER," c/o News Office, New Plymouth. [1391, 822, 1602, 891]
ad-body: REPRESENTATIVES of all factories who oppose, or are not in favor of, the control of dairy produce, are requested to attend a meeting to be held on FRIDAY, SEPTEMBER 22, at 11 a.m., in Mr. Hugh Baily's Office, A.M.P. Buildings, New Plymouth. [1164, 307, 1376, 364]
ad-flower-bulb-show [258, 863, 469, 1051]
ad-title: EMPIRE THEATRE [518, 589, 662, 608]
ad-title: AUBURN MICA SPARK PLUGS. [963, 1180, 1124, 1191]
ad-signature: JOHN WILLARD, Business Manager. [619, 694, 696, 716]
ad-public-notice-howell [31, 948, 242, 1083]
ad-body: TO-NIGHT At 7.45 TO-NIGHT A Big Triple Star Programme at Ordinary Prices. No. 1 Attraction— "THE MIRACLE OF MONEY". A romance of youth, beauty, middle-age and the power of gold. No. 2 Attraction— "THE LEATHER PUSHERS". The first of that wonderful series of small feature that has caused a sensation all over Australia and New Zealand. ROMANCE, ACTION, COMEDY, SUSPENSE, THRILLS, and a Boxing Match that will warm the heart of every man. No. 3 Attraction— "THE DEVIL'S FOOT". Another of those gripping Sherlock Holmes features. Prices: D.C. 1/6, Stalls 1/- (plus tax). [31, 336, 242, 498]
ad-title: CREAM [1226, 1000, 1314, 1026]
ad-body: GIBSON'S MOTORS have taken over the business and plant of Snelling & Andrews, and propose to conduct the service between New Plymouth and Opunake as heretofore, and to make improvements and extensions to the general car services. They hope to command the confidence of the public simply by meriting it. The head office will be in Brougham Street, and the second garage will be carried on as usual in Queen Street. Phone 506. [711, 1043, 922, 1147]
list-item: c.w. GOOD Line of Girls' School Hats, 6/6. Madam Rosevear, 113 Gill Street. [1391, 957, 1602, 984]
masthead-word-3: News. [1334, 16, 1837, 198]
ad-body: —in— On Show at O. MANLEY'S FULL SIZE CHESTERFIELD & 2 DIVAN CHAIRS. Usual Price £35. SALE PRICE £26 10s. DRAWING ROOM SETTEE & 2 EASY CHAIRS. Usual Price £26. SALE PRICE £19. These Prices for September only at [944, 1337, 1143, 1429]
ad-star-football-ball [258, 731, 469, 863]
ad-empire-bramley [484, 285, 696, 558]
ad-body: AN absolutely reliable Spark Plug for Milking Machine Engines or Motor Car or Motor Cycle Engines. The core is constructed of Mica, and will not break, hence we give a full guarantee signed by us with every plug. Price 5/6 post free. [938, 1194, 1149, 1251]
ad-the-peoples [258, 285, 469, 497]
ad-signature: J. C. KENNY REGAL MUSIC SHOP. Devon Street Central, New Plymouth. [514, 1323, 666, 1357]
ad-subtitle: INGLEWOOD. CASH DRAPERS. [962, 1056, 1125, 1067]
ad-body: LAND & FINANCIAL AGENTS, ELTHAM. 'Phones 13 and 134. [959, 994, 1127, 1016]
ad-body: TENDERS for the supply and delivery of 200 cub. yards of maintenance metal from O'Riley Bros.' pits will be received up to 10 a.m. on TUESDAY, 26th day of September, 1922. Contractor must give price per cub. yard per mile for delivering. For specification apply "County Office." [938, 448, 1149, 528]
masthead [24, 8, 1837, 211]
ad-title: SALE SALE SALE [1430, 1029, 1563, 1047]
ad-heading: OPENING NOTICE. [541, 1373, 639, 1384]
ad-body: (Incorporated.) A SOCIAL will be held in the Hall on FRIDAY, 22nd September. A good time for all—young and old. Good Floor. Good Supper. Mrs. Bianchi's Music. Gentlemen 2/6. Ladies 1/6. [31, 868, 242, 925]
face-shape [97, 1218, 180, 1301]
ad-signature: O. MANLEY'S CABINETMAKER, DEVON STREET, ELTHAM. [980, 1432, 1107, 1466]
ad-title: SALVATION ARMY [763, 502, 870, 515]
eye-icon [117, 1252, 127, 1262]
column-heading: WANTED. [1618, 258, 1830, 280]
ad-signature: STAINTON & CO. NEW PLYMOUTH. TARANAKI DISTRIBUTORS. 'Phones 732 & 173. P.O. Box 142. [1199, 1386, 1341, 1430]
list-item: b.w. WANTED—Position by second assistant cheesemaker, experience two provinces; good references. Apply D.A.R., c/o News. [1618, 648, 1830, 687]
ad-body: Will be held in the EAST END PAVILION TUESDAY, SEPTEMBER 26. Music by Mrs. George's Orchestra. First-class Floor. Music and Supper. Ladies 3s, Gentlemen 5s, Double Tickets 7s. [258, 772, 469, 829]
ad-title: FOR SALE OR EXCHANGE. [1653, 1122, 1795, 1133]
ad-signature: J. R. HILL & SON LAND AND COMMISSION AGENTS, ST. AUBYN STREET. 'Phones—Office 711, Residence 851. [1640, 1061, 1808, 1106]
ad-pussyfoot [1164, 856, 1376, 993]
list-item: c.w. WANTED to Buy, Store Pigs. Apply J. Young, Tarurutangi. [1618, 464, 1830, 491]
ad-cook-lister [938, 707, 1149, 781]
column-heading: FOR SALE, TO LET, ETC. [1391, 258, 1602, 280]
ad-signature: ROBERT O. ELLIS, Returning Officer. New Plymouth, 30th August, 1922. [781, 907, 922, 941]
ad-notice-matangi [711, 285, 922, 363]
ad-soft-goods [1391, 1507, 1602, 1592]
list-item: ONE 3½ h.p. Bradbury, splendid order, £25 cash; terms arranged. Apply J. H. Bodle, Motor Cycle Repair Depot, Eltham. [1391, 594, 1602, 633]
ad-signature: M. A. T. EVANS, Hon. Secretary. [399, 1019, 469, 1042]
ad-body: BEFORE COMING TO ANY DECISION CONSULT [1628, 849, 1820, 871]
list-item: FOR SALE—Good second-hand piano, free from defects, in fine tone; no dry rot; £48 cash, or terms.—Collier's. [1391, 660, 1602, 687]
ad-joy-bells [31, 510, 242, 710]
list-item: c.w. WANTED at Once—A young man for general farm work; must be able to plough; machines used. Apply R. T. B. Mellow, Mania Road, Kaponga. [1618, 285, 1830, 324]
ad-body: 1919 "INDIAN," excellent order, £68 10s 1921 "SCOUT INDIAN," condition O.K., £75. 1916 "INDIAN," 5 h.p., like new, £55. 1921 Spring Frame ROYAL RUBY, £98 NEW MACHINES. "INDIAN" Electric 7-9, £130; "RUBY" 8, £115; "HARLEY" 7-9, £120; "JAMES" Light Weight, £68. TYRES. TUBES—3-inch 12/6, 2½ inch 9/6. [31, 1356, 242, 1460]
ad-top-line: "The Leather Pushers" To-night. [77, 294, 196, 304]
ad-west-end-pupils [258, 497, 469, 731]
ad-body: SPLENDID SIX-ROOMED HOUSE, with all the latest conveniences, hot and cold water, wash-house, copper and tubs; 4½ acres of well-grassed land, very suitable for cutting up, corner section, two road frontages; situated Main Road, Spotswood. Will carry two cows. Poultry houses and runs; cowshed and hayshed. Ideal spot. Rental, £2 10s per week. [1618, 1277, 1830, 1358]
ad-title: USE "DHOBIE" SOAP. [74, 1091, 199, 1105]
ad-body: "HIS MASTER'S VOICE" Gramophones and Zonophones. Also other makes from £6. THE Latest Records always arriving. Pianos on easy time payments. Anything not in stock will be procured at shortest notice. Musical instruments of every description stocked. SHEET MUSIC A SPECIALITY. Latest Always to Hand. [484, 1216, 696, 1320]
ad-body: Boarding and Day School for Girls. Lady Principal, MISS STANFORD. THE School will re-open on WEDNESDAY, September 20. Special Class for little girls and boys under a trained Kindergarten Mistress. Prospectuses and all information may be obtained from The Lady Principal. [711, 402, 922, 482]
